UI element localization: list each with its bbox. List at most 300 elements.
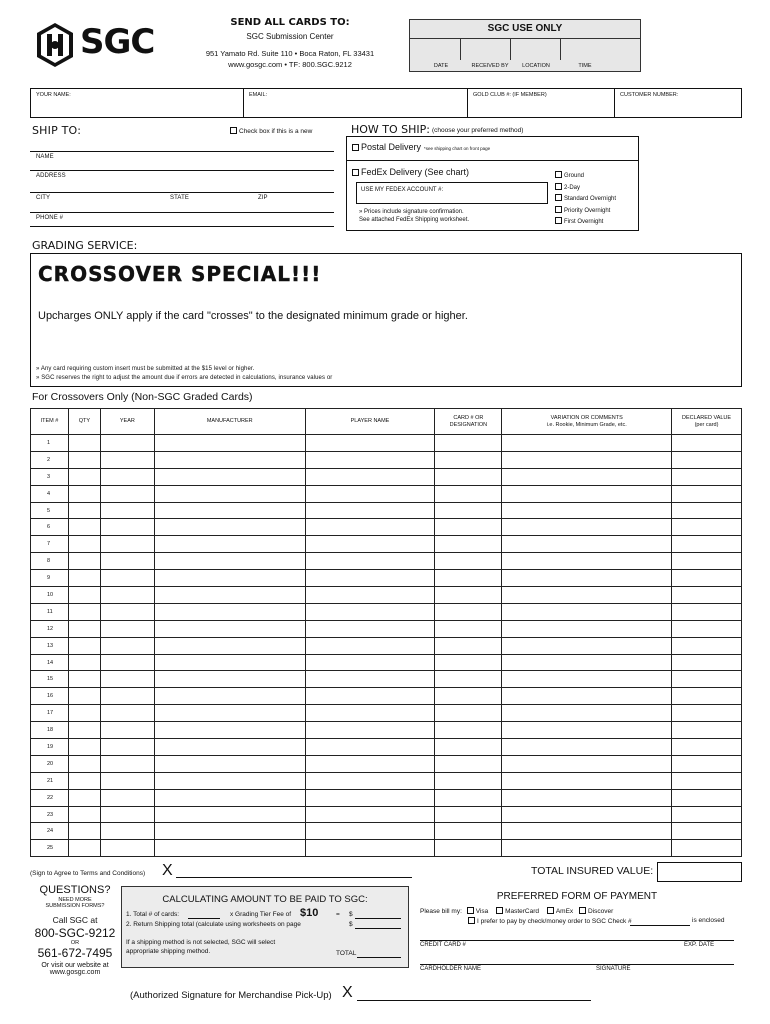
table-cell[interactable] [305,722,435,739]
table-cell[interactable] [100,671,154,688]
table-cell[interactable] [305,705,435,722]
check-number-field[interactable] [630,925,690,926]
item-number: 18 [31,722,69,739]
equals-sign: = [336,911,340,918]
table-cell[interactable] [435,587,502,604]
sgc-use-only-box [409,19,641,72]
table-cell[interactable] [154,435,305,452]
table-cell[interactable] [502,570,672,587]
table-cell[interactable] [154,485,305,502]
table-cell[interactable] [154,806,305,823]
return-shipping-label: 2. Return Shipping total (calculate using worksheets on page [126,921,301,928]
table-cell[interactable] [100,637,154,654]
table-cell[interactable] [672,570,742,587]
table-cell[interactable] [68,553,100,570]
table-cell[interactable] [502,587,672,604]
table-cell[interactable] [100,502,154,519]
table-cell[interactable] [100,570,154,587]
table-cell[interactable] [502,536,672,553]
tier-fee-value: $10 [300,907,319,919]
table-cell[interactable] [100,536,154,553]
table-cell[interactable] [68,789,100,806]
center-address: 951 Yamato Rd. Suite 110 • Boca Raton, FL 33431 [205,49,375,58]
table-cell[interactable] [154,823,305,840]
table-cell[interactable] [154,603,305,620]
table-cell[interactable] [154,654,305,671]
table-cell[interactable] [100,722,154,739]
table-cell[interactable] [672,789,742,806]
table-cell[interactable] [68,485,100,502]
table-row [31,705,742,722]
table-cell[interactable] [154,502,305,519]
gold-club-field[interactable]: GOLD CLUB #: (IF MEMBER) [468,89,615,117]
table-cell[interactable] [305,637,435,654]
how-to-ship-title: HOW TO SHIP: [351,123,431,136]
table-cell[interactable] [305,451,435,468]
item-number: 22 [31,789,69,806]
table-cell[interactable] [68,739,100,756]
table-cell[interactable] [305,485,435,502]
checkbox-icon [555,171,562,178]
table-cell[interactable] [672,451,742,468]
table-cell[interactable] [435,435,502,452]
pickup-signature-x: X [342,984,353,1001]
table-cell[interactable] [435,722,502,739]
item-number: 21 [31,772,69,789]
credit-card-label: CREDIT CARD # [420,942,466,948]
table-cell[interactable] [502,772,672,789]
fedex-note-1: » Prices include signature confirmation. [359,209,464,215]
item-number: 4 [31,485,69,502]
item-number: 8 [31,553,69,570]
table-cell[interactable] [435,502,502,519]
table-cell[interactable] [502,654,672,671]
table-cell[interactable] [100,755,154,772]
table-cell[interactable] [502,823,672,840]
table-cell[interactable] [672,755,742,772]
item-number: 23 [31,806,69,823]
table-cell[interactable] [154,671,305,688]
variation-header-line2: i.e. Rookie, Minimum Grade, etc. [546,421,627,428]
table-cell[interactable] [100,654,154,671]
table-cell[interactable] [305,519,435,536]
table-cell[interactable] [435,823,502,840]
table-cell[interactable] [672,637,742,654]
total-insured-field[interactable] [657,862,742,882]
how-to-ship-subtitle: (choose your preferred method) [432,127,524,134]
table-cell[interactable] [68,772,100,789]
dollar-sign-2: $ [349,921,353,928]
date-label: DATE [433,63,449,69]
priority-overnight-label: Priority Overnight [564,207,611,214]
table-cell[interactable] [154,772,305,789]
table-cell[interactable] [154,587,305,604]
table-cell[interactable] [672,435,742,452]
table-cell[interactable] [154,840,305,857]
dollar-sign-1: $ [349,911,353,918]
total-cards-field[interactable] [188,918,220,919]
table-cell[interactable] [154,536,305,553]
table-cell[interactable] [672,485,742,502]
table-row [31,637,742,654]
table-cell[interactable] [672,739,742,756]
table-row [31,671,742,688]
table-cell[interactable] [68,688,100,705]
new-address-label: Check box if this is a new [239,128,313,135]
your-name-field[interactable]: YOUR NAME: [31,89,244,117]
table-cell[interactable] [100,806,154,823]
table-cell[interactable] [68,722,100,739]
table-cell[interactable] [68,620,100,637]
table-cell[interactable] [305,570,435,587]
table-cell[interactable] [502,789,672,806]
item-number: 24 [31,823,69,840]
table-cell[interactable] [305,553,435,570]
table-cell[interactable] [100,739,154,756]
table-cell[interactable] [100,705,154,722]
need-more-label: NEED MORE [58,897,92,903]
table-cell[interactable] [68,570,100,587]
table-row [31,519,742,536]
grading-service-title: GRADING SERVICE: [32,239,138,252]
upcharge-text: Upcharges ONLY apply if the card "crosses" to the designated minimum grade or higher. [38,310,468,322]
table-cell[interactable] [154,451,305,468]
fedex-account-field[interactable]: USE MY FEDEX ACCOUNT #: [356,182,548,204]
table-cell[interactable] [68,587,100,604]
discover-label: Discover [588,908,614,915]
item-number: 10 [31,587,69,604]
table-row [31,570,742,587]
table-cell[interactable] [305,435,435,452]
table-cell[interactable] [672,823,742,840]
table-cell[interactable] [305,789,435,806]
shipping-total-field[interactable] [355,928,401,929]
table-cell[interactable] [68,671,100,688]
table-cell[interactable] [435,570,502,587]
total-cards-label: 1. Total # of cards: [126,911,179,918]
table-cell[interactable] [435,603,502,620]
agree-terms-label: (Sign to Agree to Terms and Conditions) [30,870,146,877]
table-cell[interactable] [502,435,672,452]
table-cell[interactable] [672,536,742,553]
table-cell[interactable] [68,840,100,857]
table-cell[interactable] [305,688,435,705]
checkbox-icon [555,217,562,224]
table-cell[interactable] [672,553,742,570]
variation-header-line1: VARIATION OR COMMENTS [550,414,623,421]
sgc-logo-text: SGC [80,22,155,62]
table-cell[interactable] [154,789,305,806]
table-cell[interactable] [502,553,672,570]
table-cell[interactable] [435,519,502,536]
table-cell[interactable] [502,637,672,654]
table-cell[interactable] [435,772,502,789]
table-cell[interactable] [435,654,502,671]
table-cell[interactable] [100,587,154,604]
visa-label: Visa [475,908,489,915]
card-header-line1: CARD # OR [453,414,484,421]
crossover-items-table [30,408,742,857]
table-cell[interactable] [100,519,154,536]
enclosed-label: is enclosed [692,917,725,924]
discover-option[interactable] [579,908,613,915]
table-cell[interactable] [435,620,502,637]
checkbox-icon [555,183,562,190]
total-label: TOTAL [336,950,357,957]
zip-label: ZIP [258,195,268,201]
two-day-option[interactable] [555,183,616,195]
table-cell[interactable] [68,536,100,553]
table-cell[interactable] [154,722,305,739]
grading-note-2: » SGC reserves the right to adjust the amount due if errors are detected in calculations, insurance values or [36,375,333,381]
table-cell[interactable] [305,620,435,637]
table-cell[interactable] [305,806,435,823]
table-cell[interactable] [305,603,435,620]
postal-delivery-option[interactable] [352,142,490,152]
item-number: 14 [31,654,69,671]
table-cell[interactable] [68,468,100,485]
table-cell[interactable] [672,519,742,536]
table-cell[interactable] [672,806,742,823]
table-cell[interactable] [502,739,672,756]
table-cell[interactable] [502,620,672,637]
check-label: I prefer to pay by check/money order to SGC Check # [477,918,632,925]
table-cell[interactable] [68,519,100,536]
credit-card-field[interactable] [420,940,734,941]
table-cell[interactable] [435,468,502,485]
checkbox-icon [230,127,237,134]
table-cell[interactable] [435,536,502,553]
table-cell[interactable] [68,451,100,468]
table-cell[interactable] [100,485,154,502]
declared-header [672,409,742,435]
item-number: 17 [31,705,69,722]
amex-option[interactable] [547,908,573,915]
table-row [31,772,742,789]
bill-my-row [420,907,613,915]
table-cell[interactable] [502,603,672,620]
grand-total-field[interactable] [357,957,401,958]
fedex-delivery-label: FedEx Delivery (See chart) [361,167,470,177]
table-cell[interactable] [100,553,154,570]
table-cell[interactable] [672,772,742,789]
table-cell[interactable] [68,502,100,519]
item-number: 25 [31,840,69,857]
table-cell[interactable] [435,705,502,722]
table-cell[interactable] [100,451,154,468]
table-cell[interactable] [435,806,502,823]
received-by-label: RECEIVED BY [471,63,509,69]
table-cell[interactable] [305,468,435,485]
item-number: 20 [31,755,69,772]
calc-note-1: If a shipping method is not selected, SGC will select [126,939,276,946]
declared-header-line1: DECLARED VALUE [681,414,732,421]
table-cell[interactable] [502,451,672,468]
table-cell[interactable] [435,451,502,468]
phone-number-2: 561-672-7495 [37,946,113,960]
postal-delivery-label: Postal Delivery [361,142,422,152]
table-cell[interactable] [100,620,154,637]
table-cell[interactable] [672,587,742,604]
checkbox-icon [467,907,474,914]
ground-label: Ground [564,173,585,179]
table-cell[interactable] [502,705,672,722]
table-cell[interactable] [672,603,742,620]
table-cell[interactable] [154,570,305,587]
table-cell[interactable] [502,806,672,823]
location-label: LOCATION [522,63,550,69]
fedex-note-2: See attached FedEx Shipping worksheet. [359,217,470,223]
new-address-checkbox[interactable] [230,127,312,135]
table-cell[interactable] [672,688,742,705]
pickup-label: (Authorized Signature for Merchandise Pick-Up) [130,990,332,1001]
table-cell[interactable] [100,435,154,452]
sgc-logo-emblem-icon [32,22,78,68]
table-row [31,502,742,519]
table-cell[interactable] [68,435,100,452]
table-cell[interactable] [305,502,435,519]
table-cell[interactable] [502,468,672,485]
table-cell[interactable] [435,553,502,570]
checkbox-icon [352,144,359,151]
table-row [31,603,742,620]
send-cards-title: SEND ALL CARDS TO: [230,17,350,28]
table-cell[interactable] [100,468,154,485]
customer-number-field[interactable]: CUSTOMER NUMBER: [620,92,679,98]
exp-date-label: EXP. DATE [684,942,715,948]
website-label: www.gosgc.com [49,969,101,976]
variation-header [502,409,672,435]
standard-overnight-option[interactable] [555,194,616,206]
subtotal-field[interactable] [355,918,401,919]
item-number: 12 [31,620,69,637]
table-cell[interactable] [154,519,305,536]
table-cell[interactable] [154,553,305,570]
name-label: NAME [36,154,54,160]
item-number: 15 [31,671,69,688]
table-cell[interactable] [154,620,305,637]
table-cell[interactable] [435,840,502,857]
table-cell[interactable] [435,485,502,502]
table-cell[interactable] [672,705,742,722]
table-cell[interactable] [435,789,502,806]
priority-overnight-option[interactable] [555,206,616,218]
table-cell[interactable] [672,468,742,485]
table-cell[interactable] [435,755,502,772]
table-cell[interactable] [100,823,154,840]
table-cell[interactable] [502,485,672,502]
table-cell[interactable] [154,755,305,772]
signature-label: SIGNATURE [596,966,631,972]
table-cell[interactable] [305,755,435,772]
item-number: 5 [31,502,69,519]
table-cell[interactable] [435,637,502,654]
two-day-label: 2-Day [564,184,581,191]
item-number: 2 [31,451,69,468]
sgc-use-only-title: SGC USE ONLY [487,23,563,34]
table-cell[interactable] [154,637,305,654]
address-label: ADDRESS [36,173,66,179]
table-cell[interactable] [68,603,100,620]
checkbox-icon [579,907,586,914]
table-cell[interactable] [68,755,100,772]
table-cell[interactable] [502,840,672,857]
table-cell[interactable] [502,688,672,705]
table-cell[interactable] [435,739,502,756]
table-cell[interactable] [672,654,742,671]
city-label: CITY [36,195,51,201]
table-cell[interactable] [672,671,742,688]
table-cell[interactable] [672,840,742,857]
table-cell[interactable] [68,823,100,840]
table-cell[interactable] [305,739,435,756]
table-row [31,435,742,452]
questions-title: QUESTIONS? [39,884,111,896]
table-cell[interactable] [305,772,435,789]
table-cell[interactable] [435,688,502,705]
table-cell[interactable] [68,637,100,654]
table-cell[interactable] [100,603,154,620]
mastercard-label: MasterCard [505,908,540,915]
table-cell[interactable] [154,739,305,756]
table-cell[interactable] [305,671,435,688]
visit-label: Or visit our website at [41,962,109,969]
email-field[interactable]: EMAIL: [244,89,468,117]
table-cell[interactable] [305,654,435,671]
table-cell[interactable] [305,823,435,840]
table-cell[interactable] [305,587,435,604]
table-cell[interactable] [154,468,305,485]
table-cell[interactable] [100,789,154,806]
table-cell[interactable] [305,840,435,857]
table-cell[interactable] [502,755,672,772]
visa-option[interactable] [467,908,489,915]
calc-title: CALCULATING AMOUNT TO BE PAID TO SGC: [162,894,368,905]
pickup-signature-line[interactable] [357,1000,591,1001]
table-cell[interactable] [502,519,672,536]
item-number: 16 [31,688,69,705]
agree-signature-line[interactable] [176,877,412,878]
ship-to-title: SHIP TO: [32,124,82,137]
checkbox-icon [496,907,503,914]
player-header: PLAYER NAME [305,409,435,435]
mastercard-option[interactable] [496,908,539,915]
table-cell[interactable] [100,688,154,705]
table-cell[interactable] [68,705,100,722]
table-cell[interactable] [502,502,672,519]
table-cell[interactable] [502,671,672,688]
table-cell[interactable] [672,722,742,739]
table-cell[interactable] [305,536,435,553]
table-cell[interactable] [68,806,100,823]
check-option[interactable] [468,917,632,925]
ground-option[interactable] [555,171,616,183]
table-cell[interactable] [154,705,305,722]
table-cell[interactable] [502,722,672,739]
table-cell[interactable] [435,671,502,688]
table-cell[interactable] [672,502,742,519]
cardholder-field[interactable] [420,964,734,965]
table-row [31,553,742,570]
table-cell[interactable] [100,840,154,857]
table-cell[interactable] [154,688,305,705]
table-cell[interactable] [672,620,742,637]
table-cell[interactable] [68,654,100,671]
table-cell[interactable] [100,772,154,789]
first-overnight-option[interactable] [555,217,616,229]
fedex-delivery-option[interactable] [352,167,469,177]
qty-header: QTY [68,409,100,435]
